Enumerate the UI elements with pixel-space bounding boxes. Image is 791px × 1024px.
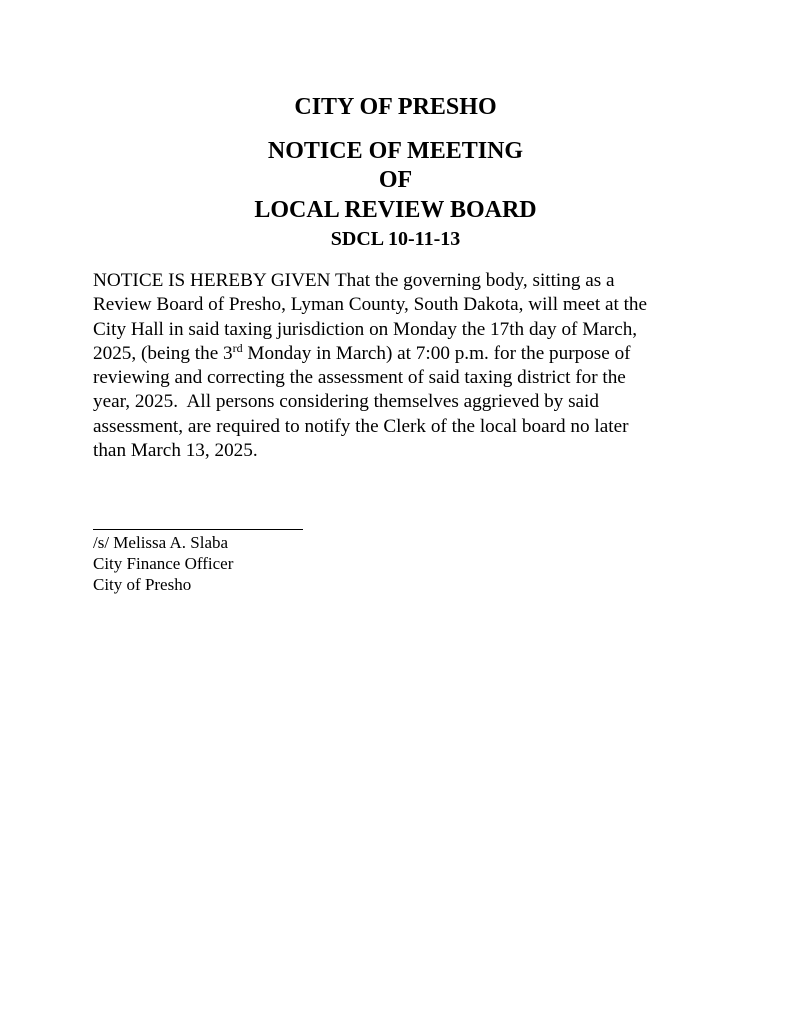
body-line: City Hall in said taxing jurisdiction on Monday the 17th day of March,: [93, 318, 638, 340]
body-line: assessment, are required to notify the Clerk of the local board no later: [93, 415, 629, 437]
body-line: reviewing and correcting the assessment of said taxing district for the: [93, 367, 626, 389]
statute-heading: SDCL 10-11-13: [330, 228, 461, 250]
city-heading: CITY OF PRESHO: [294, 94, 497, 120]
body-line: NOTICE IS HEREBY GIVEN That the governing body, sitting as a: [93, 270, 615, 291]
body-line-text: 2025, (being the 3: [93, 342, 233, 364]
body-line: [93, 342, 713, 366]
signature-block: [93, 532, 233, 595]
signer-name: /s/ Melissa A. Slaba: [93, 533, 229, 552]
notice-heading: NOTICE OF MEETING: [267, 138, 524, 164]
body-line: than March 13, 2025.: [93, 440, 258, 462]
body-line-text: Monday in March) at 7:00 p.m. for the purpose of: [242, 342, 631, 364]
ordinal-superscript: rd: [232, 340, 243, 355]
body-line: Review Board of Presho, Lyman County, South Dakota, will meet at the: [93, 294, 648, 316]
signer-title: City Finance Officer: [93, 554, 234, 573]
signer-organization: City of Presho: [93, 575, 192, 594]
board-heading: LOCAL REVIEW BOARD: [254, 197, 537, 223]
body-line: year, 2025. All persons considering themselves aggrieved by said: [93, 391, 599, 413]
signature-line: [93, 529, 303, 530]
notice-body: [93, 269, 713, 463]
of-heading: OF: [378, 167, 413, 193]
